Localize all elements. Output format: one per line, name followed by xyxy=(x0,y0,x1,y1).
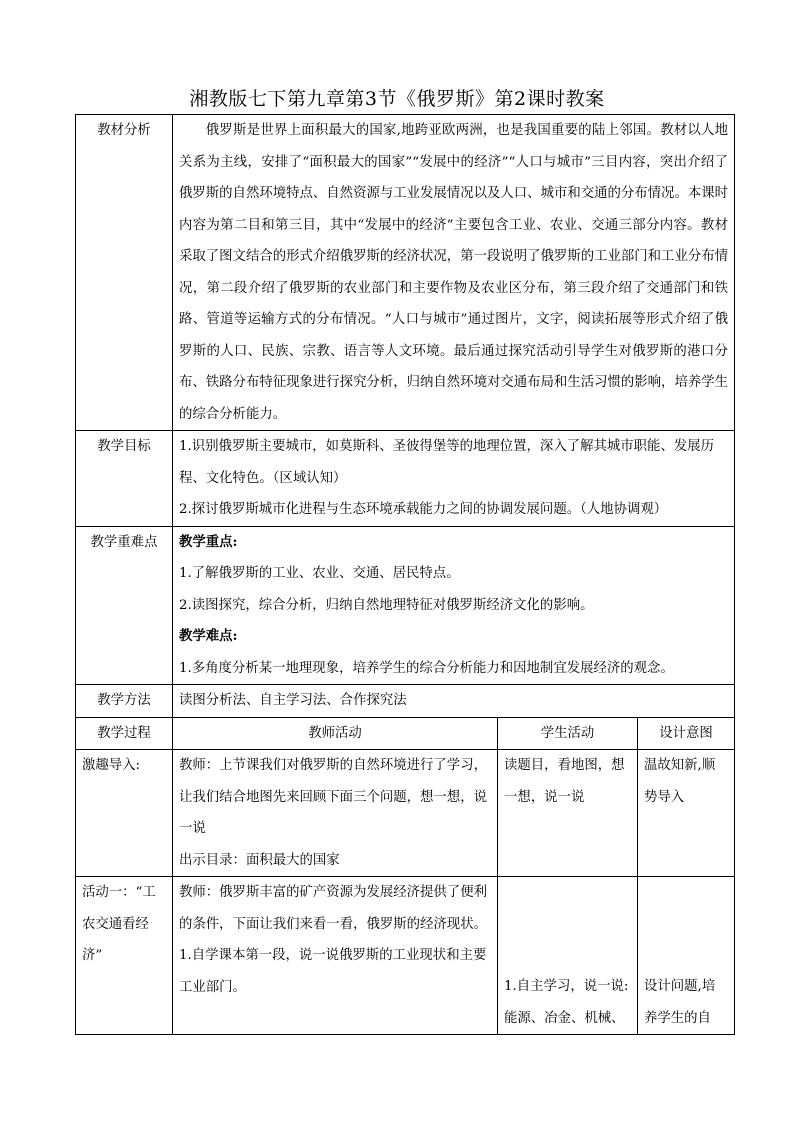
methods-row xyxy=(76,685,735,718)
keypoints-label: 教学重难点 xyxy=(76,526,173,685)
intro-student: 读题目，看地图，想一想，说一说 xyxy=(498,750,638,877)
intro-design: 温故知新,顺势导入 xyxy=(638,750,735,877)
process-header-design: 设计意图 xyxy=(638,717,735,750)
focus-item: 2.读图探究，综合分析，归纳自然地理特征对俄罗斯经济文化的影响。 xyxy=(179,597,594,613)
methods-text: 读图分析法、自主学习法、合作探究法 xyxy=(173,685,735,718)
keypoints-content xyxy=(173,526,735,685)
activity1-student xyxy=(498,877,638,1035)
intro-teacher-line: 出示目录：面积最大的国家 xyxy=(179,852,340,868)
activity1-student-text: 1.自主学习，说一说:能源、冶金、机械、 xyxy=(504,979,629,1026)
intro-row xyxy=(76,750,735,877)
activity1-teacher-line: 1.自学课本第一段，说一说俄罗斯的工业现状和主要工业部门。 xyxy=(179,948,487,995)
goals-content xyxy=(173,431,735,527)
goal-item: 1.识别俄罗斯主要城市，如莫斯科、圣彼得堡等的地理位置，深入了解其城市职能、发展历程、文化特色。（区域认知） xyxy=(179,439,715,486)
focus-heading: 教学重点: xyxy=(179,533,238,550)
document-title: 湘教版七下第九章第3节《俄罗斯》第2课时教案 xyxy=(189,88,605,110)
analysis-row xyxy=(76,115,735,431)
focus-item: 1.了解俄罗斯的工业、农业、交通、居民特点。 xyxy=(179,566,460,581)
activity1-design-text: 设计问题,培养学生的自 xyxy=(644,979,716,1026)
activity1-stage: 活动一：“工农交通看经济” xyxy=(76,877,173,1035)
goal-item: 2.探讨俄罗斯城市化进程与生态环境承载能力之间的协调发展问题。（人地协调观） xyxy=(179,502,668,517)
process-header-student: 学生活动 xyxy=(498,717,638,750)
intro-stage: 激趣导入: xyxy=(76,750,173,877)
lesson-plan-table xyxy=(75,114,735,1035)
activity1-teacher xyxy=(173,877,498,1035)
process-header-teacher: 教师活动 xyxy=(173,717,498,750)
methods-label: 教学方法 xyxy=(76,685,173,718)
analysis-label: 教材分析 xyxy=(76,115,173,431)
process-header-row xyxy=(76,717,735,750)
goals-label: 教学目标 xyxy=(76,431,173,527)
analysis-text: 俄罗斯是世界上面积最大的国家,地跨亚欧两洲，也是我国重要的陆上邻国。教材以人地关系为主线，安排了“面积最大的国家”“发展中的经济”“人口与城市”三目内容，突出介绍了俄罗斯的自然环境特点、自然资源与工业发展情况以及人口、城市和交通的分布情况。本课时内容为第二目和第三目，其中“发展中的经济”主要包含工业、农业、交通三部分内容。教材采取了图文结合的形式介绍俄罗斯的经济状况，第一段说明了俄罗斯的工业部门和工业分布情况，第二段介绍了俄罗斯的农业部门和主要作物及农业区分布，第三段介绍了交通部门和铁路、管道等运输方式的分布情况。“人口与城市”通过图片，文字，阅读拓展等形式介绍了俄罗斯的人口、民族、宗教、语言等人文环境。最后通过探究活动引导学生对俄罗斯的港口分布、铁路分布特征现象进行探究分析，归纳自然环境对交通布局和生活习惯的影响，培养学生的综合分析能力。 xyxy=(173,115,735,431)
activity1-design xyxy=(638,877,735,1035)
intro-teacher xyxy=(173,750,498,877)
activity1-teacher-line: 教师：俄罗斯丰富的矿产资源为发展经济提供了便利的条件，下面让我们来看一看，俄罗斯的经济现状。 xyxy=(179,885,487,932)
difficulty-heading: 教学难点: xyxy=(179,628,238,644)
intro-teacher-line: 教师：上节课我们对俄罗斯的自然环境进行了学习，让我们结合地图先来回顾下面三个问题，想一想，说一说 xyxy=(179,758,487,836)
keypoints-row xyxy=(76,526,735,685)
difficulty-item: 1.多角度分析某一地理现象，培养学生的综合分析能力和因地制宜发展经济的观念。 xyxy=(179,660,674,676)
activity1-row xyxy=(76,877,735,1035)
goals-row xyxy=(76,431,735,527)
process-header-stage: 教学过程 xyxy=(76,717,173,750)
